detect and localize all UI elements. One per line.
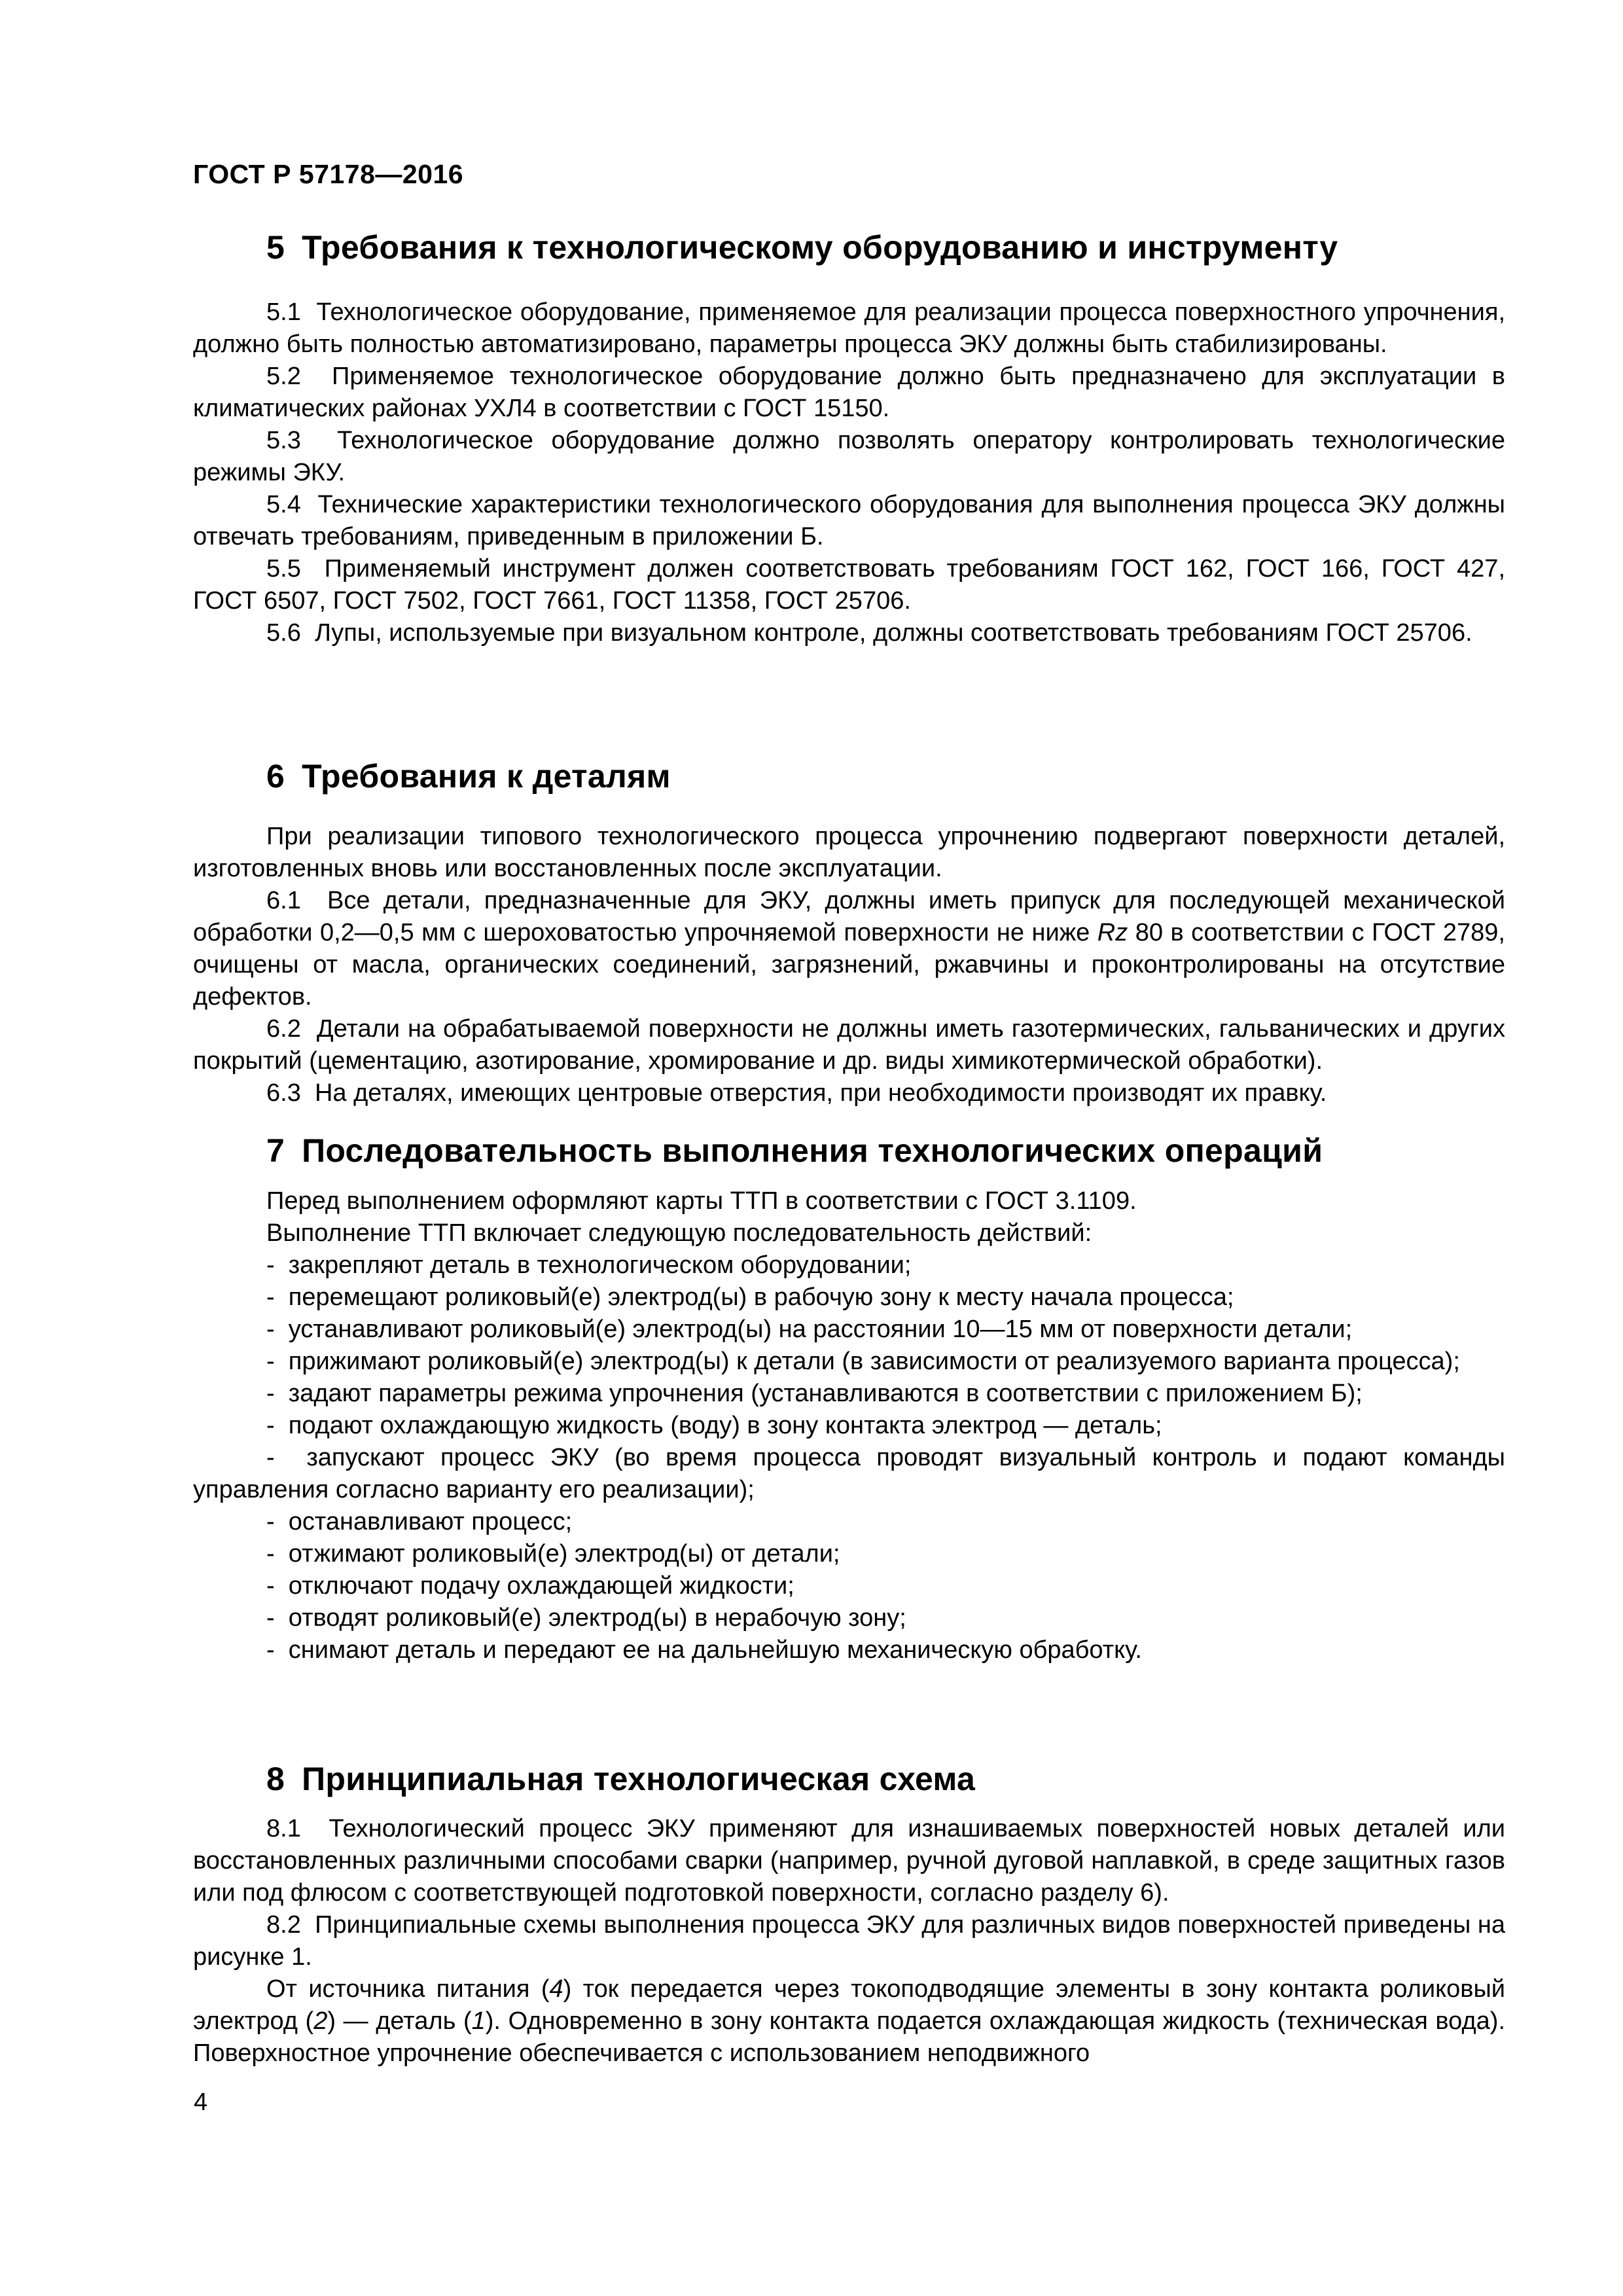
paragraph: 5.5 Применяемый инструмент должен соответствовать требованиям ГОСТ 162, ГОСТ 166, ГОСТ 427, ГОСТ 6507, ГОСТ 7502, ГОСТ 7661, ГОСТ 11358, ГОСТ 25706. <box>193 555 1505 615</box>
italic-text: Rz <box>1097 919 1128 946</box>
paragraph: При реализации типового технологического процесса упрочнению подвергают поверхности деталей, изготовленных вновь или восстановленных после эксплуатации. <box>193 823 1505 882</box>
paragraph: 5.6 Лупы, используемые при визуальном контроле, должны соответствовать требованиям ГОСТ 25706. <box>266 619 1472 647</box>
paragraph: Выполнение ТТП включает следующую последовательность действий: <box>266 1219 1092 1247</box>
paragraph: 5.4 Технические характеристики технологического оборудования для выполнения процесса ЭКУ должны отвечать требованиям, приведенным в приложении Б. <box>193 491 1505 550</box>
list-item: - останавливают процесс; <box>266 1508 573 1535</box>
section-number: 8 <box>266 1761 285 1797</box>
paragraph: 6.2 Детали на обрабатываемой поверхности не должны иметь газотермических, гальванических и других покрытий (цементацию, азотирование, хромирование и др. виды химикотермической обработки). <box>193 1015 1505 1075</box>
list-item: - отжимают роликовый(е) электрод(ы) от детали; <box>266 1540 840 1568</box>
list-item: - закрепляют деталь в технологическом оборудовании; <box>266 1251 912 1279</box>
section-6-heading <box>193 758 1505 795</box>
list-item: - подают охлаждающую жидкость (воду) в зону контакта электрод — деталь; <box>266 1412 1162 1439</box>
paragraph: 6.3 На деталях, имеющих центровые отверстия, при необходимости производят их правку. <box>266 1079 1327 1107</box>
section-7-heading <box>193 1132 1505 1169</box>
text-run: 6.1 Все детали, предназначенные для ЭКУ, должны иметь припуск для последующей механической обработки 0,2—0,5 мм с шероховатостью упрочняемой поверхности не ниже <box>193 887 1505 946</box>
section-title: Требования к деталям <box>302 758 671 795</box>
section-5-heading <box>193 229 1505 266</box>
list-item: - прижимают роликовый(е) электрод(ы) к детали (в зависимости от реализуемого варианта процесса); <box>266 1348 1460 1375</box>
section-7-body <box>193 1185 1505 1666</box>
list-item: - перемещают роликовый(е) электрод(ы) в рабочую зону к месту начала процесса; <box>266 1283 1234 1311</box>
section-title: Принципиальная технологическая схема <box>302 1761 976 1797</box>
page-number: 4 <box>194 2089 208 2116</box>
list-item: - запускают процесс ЭКУ (во время процесса проводят визуальный контроль и подают команды управления согласно варианту его реализации); <box>193 1444 1505 1503</box>
section-5-body <box>193 296 1505 649</box>
section-number: 7 <box>266 1132 285 1169</box>
paragraph: 8.2 Принципиальные схемы выполнения процесса ЭКУ для различных видов поверхностей приведены на рисунке 1. <box>193 1911 1505 1971</box>
list-item: - снимают деталь и передают ее на дальнейшую механическую обработку. <box>266 1636 1142 1664</box>
paragraph: 8.1 Технологический процесс ЭКУ применяют для изнашиваемых поверхностей новых деталей или восстановленных различными способами сварки (например, ручной дуговой наплавкой, в среде защитных газов или под флюсом с соответствующей подготовкой поверхности, согласно разделу 6). <box>193 1815 1505 1907</box>
text-run: 80 в соответствии с ГОСТ 2789, очищены от масла, органических соединений, загрязнений, ржавчины и проконтролированы на отсутствие дефектов. <box>193 919 1505 1011</box>
text-run: От источника питания ( <box>266 1975 550 2003</box>
text-run: ) — деталь ( <box>327 2007 472 2035</box>
italic-text: 2 <box>313 2007 328 2035</box>
section-title: Последовательность выполнения технологических операций <box>302 1132 1323 1169</box>
section-number: 6 <box>266 758 285 795</box>
section-title: Требования к технологическому оборудованию и инструменту <box>302 229 1338 266</box>
paragraph <box>193 885 1505 1013</box>
list-item: - задают параметры режима упрочнения (устанавливаются в соответствии с приложением Б); <box>266 1380 1363 1407</box>
section-6-body <box>193 821 1505 1109</box>
paragraph: 5.3 Технологическое оборудование должно позволять оператору контролировать технологические режимы ЭКУ. <box>193 427 1505 486</box>
list-item: - отводят роликовый(е) электрод(ы) в нерабочую зону; <box>266 1604 906 1632</box>
paragraph: 5.2 Применяемое технологическое оборудование должно быть предназначено для эксплуатации в климатических районах УХЛ4 в соответствии с ГОСТ 15150. <box>193 363 1505 422</box>
list-item: - устанавливают роликовый(е) электрод(ы) на расстоянии 10—15 мм от поверхности детали; <box>266 1316 1353 1343</box>
section-number: 5 <box>266 229 285 266</box>
section-8-body <box>193 1813 1505 2070</box>
paragraph <box>193 1973 1505 2070</box>
paragraph: Перед выполнением оформляют карты ТТП в соответствии с ГОСТ 3.1109. <box>266 1187 1137 1215</box>
text-run: ). Одновременно в зону контакта подается охлаждающая жидкость (техническая вода). Поверхностное упрочнение обеспечивается с использованием неподвижного <box>193 2007 1505 2067</box>
italic-text: 4 <box>549 1975 563 2003</box>
section-8-heading <box>193 1761 1505 1797</box>
running-header: ГОСТ Р 57178—2016 <box>193 159 464 189</box>
text-run: ) ток передается через токоподводящие элементы в зону контакта роликовый электрод ( <box>193 1975 1505 2035</box>
list-item: - отключают подачу охлаждающей жидкости; <box>266 1572 794 1600</box>
paragraph: 5.1 Технологическое оборудование, применяемое для реализации процесса поверхностного упрочнения, должно быть полностью автоматизировано, параметры процесса ЭКУ должны быть стабилизированы. <box>193 298 1505 358</box>
italic-text: 1 <box>471 2007 486 2035</box>
